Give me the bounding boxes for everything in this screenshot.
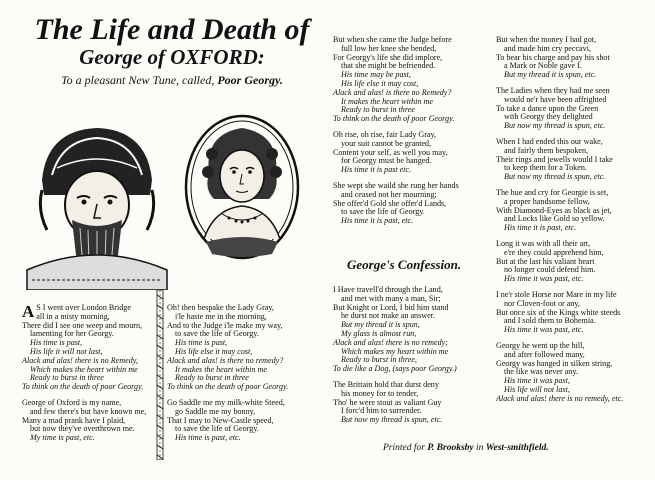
verse-line: But my thread it is spun, etc. [504, 70, 597, 80]
verse-line: nor Cloven-foot or any, [504, 298, 580, 308]
tune-name: Poor Georgy. [217, 73, 283, 87]
verse-line: and after followed many, [504, 349, 585, 359]
imprint-name: P. Brooksby [427, 443, 474, 453]
verse-line: Tho' he were stout as valiant Guy [333, 397, 442, 407]
verse-line: When I had ended this our wake, [496, 136, 603, 146]
verse-line: My time is past, etc. [30, 433, 95, 443]
verse-line: His life it will not last, [30, 346, 103, 356]
verse-line: His time is past, [175, 338, 228, 348]
verse-line: His time may be past, [341, 70, 411, 80]
verse-line: lamenting for her Georgy. [30, 329, 114, 339]
verse-line: Oh! then bespake the Lady Gray, [167, 303, 274, 312]
verse-line: His time is past, etc. [175, 433, 241, 443]
verse-line: Long it was with all their art, [496, 238, 591, 248]
title-line2: George of OXFORD: [79, 45, 265, 69]
title-line1: The Life and Death of [34, 13, 310, 46]
verse-line: His time it is past, etc. [341, 216, 414, 226]
verse-line: Alack and alas! there is no remedy; [333, 337, 448, 347]
verse-line: Go Saddle me my milk-white Steed, [167, 397, 285, 407]
verse-line: But my thread it is spun, [341, 320, 420, 330]
verse-line: His time it is past, etc. [504, 223, 577, 233]
verse-line: His time it was past, [504, 376, 570, 386]
verse-line: Georgy he went up the hill, [496, 340, 585, 350]
verse-line: your suit cannot be granted, [341, 138, 432, 148]
verse-line: His time it is past etc. [341, 165, 412, 175]
verse-line: to save the life of Georgy. [175, 329, 259, 339]
verse-line: His life else it may cost, [341, 78, 419, 88]
verse-line: It makes the heart within me [341, 96, 433, 106]
verse-line: But when she came the Judge before [333, 35, 452, 44]
verse-line: Ready to burst in three, [341, 355, 417, 365]
verse-line: Which makes my heart within me [341, 346, 449, 356]
verse-line: and fairly them bespoken, [504, 145, 589, 155]
verse-line: For Georgy's life she did implore, [333, 52, 443, 62]
verse-line: Alack and alas! is there no Remedy? [333, 87, 452, 97]
verse-line: e're they could apprehend him, [504, 247, 604, 257]
verse-line: A S I went over London Bridge [22, 302, 131, 321]
verse-line: to keep them for a Token. [504, 163, 587, 173]
verse-line: Georgy was hanged in silken string, [496, 358, 613, 368]
verse-line: and Locks like Gold so yellow. [504, 214, 605, 224]
verse-line: his money for to tender, [341, 388, 419, 398]
drop-cap: A [22, 302, 35, 321]
verse-column-4 [496, 36, 651, 403]
verse-line: a proper handsome fellow, [504, 196, 590, 206]
tune-prefix: To a pleasant New Tune, called, [61, 73, 218, 87]
verse-line: Ready to burst in three [175, 373, 249, 383]
verse-line: His time is past, [30, 338, 83, 348]
verse-line: Which makes the heart within me [30, 364, 138, 374]
verse-line: With Diamond-Eyes as black as jet, [496, 205, 612, 215]
imprint-mid: in [473, 443, 486, 453]
verse-line: Alack and alas! is there no remedy? [167, 355, 284, 365]
verse-line: that she might be befriended. [341, 61, 436, 71]
verse-line: But now my thread is spun, etc. [504, 121, 606, 131]
verse-line: but now they've overthrown me. [30, 424, 135, 434]
verse-line: Many a mad prank have I plaid, [22, 415, 126, 425]
verse-line: Ready to burst in three [341, 105, 415, 115]
imprint-prefix: Printed for [383, 443, 428, 453]
verse-line: and few there's but have known me, [30, 406, 147, 416]
verse-line: I forc'd him to surrender. [341, 406, 422, 416]
verse-line: She offer'd Gold she offer'd Lands, [333, 198, 447, 208]
verse-line: he durst not make an answer. [341, 311, 435, 321]
verse-line: and made him cry peccavi, [504, 43, 591, 53]
verse-line: full low her knee she bended, [341, 43, 437, 53]
verse-line: His time it was past, etc. [504, 274, 584, 284]
verse-line: the like was never any. [504, 367, 578, 377]
verse-line: To die like a Dog, (says poor Georgy.) [333, 364, 457, 374]
printer-imprint [383, 443, 549, 453]
tune-line [22, 72, 322, 88]
imprint-place: West-smithfield. [485, 443, 549, 453]
verse-line: His life will not last, [504, 384, 570, 394]
verse-line: But now my thread is spun, etc. [341, 415, 443, 425]
verse-line: a Mark or Noble gave I. [504, 61, 582, 71]
verse-line: That I may to New-Castle speed, [167, 415, 274, 425]
verse-line: Their rings and jewells would I take [496, 154, 613, 164]
verse-line: To think on the death of poor Georgy. [167, 382, 289, 392]
title-block [22, 14, 322, 88]
verse-line: Content your self, as well you may, [333, 147, 448, 157]
verse-line: to save the life of Georgy. [175, 424, 259, 434]
verse-line: and I sold them to Bohemia. [504, 316, 596, 326]
verse-line: The Ladies when they had me seen [496, 85, 610, 95]
verse-line: It makes the heart within me [175, 364, 267, 374]
verse-column-3-lower [333, 286, 493, 425]
verse-line: To think on the death of poor Georgy. [22, 382, 144, 392]
verse-column-1 [22, 304, 162, 443]
verse-line: I Have travell'd through the Land, [333, 285, 443, 294]
verse-line: But now my thread is spun, etc. [504, 172, 606, 182]
verse-column-2 [167, 304, 327, 443]
verse-line: But when the money I had got, [496, 35, 597, 44]
verse-line: no longer could defend him. [504, 265, 596, 275]
verse-line: Ready to burst in three [30, 373, 104, 383]
verse-line: would ne'r have been affrighted [504, 94, 607, 104]
verse-line: i'le haste me in the morning, [175, 311, 267, 321]
verse-line: And to the Judge i'le make my way, [167, 320, 283, 330]
verse-line: I ne'r stole Horse nor Mare in my life [496, 289, 617, 299]
verse-line: to save the life of Georgy. [341, 207, 425, 217]
verse-line: But once six of the Kings white steeds [496, 307, 621, 317]
verse-line: and ceased not her mourning; [341, 189, 437, 199]
verse-line: with Georgy they delighted [504, 112, 593, 122]
verse-line: for Georgy must be hanged. [341, 156, 432, 166]
verse-line: Alack and alas! there is no remedy, etc. [496, 393, 624, 403]
verse-line: To think on the death of poor Georgy. [333, 114, 455, 124]
verse-line: To bear his charge and pay his shot [496, 52, 610, 62]
verse-line: The hue and cry for Georgie is set, [496, 187, 609, 197]
section-heading: George's Confession. [347, 257, 462, 272]
verse-line: The Brittain hold that durst deny [333, 379, 439, 389]
verse-line: His life else it may cost, [175, 346, 253, 356]
woodcut-george-portrait [22, 120, 172, 290]
verse-line: His time it was past, etc. [504, 325, 584, 335]
woodcut-lady-oval [184, 114, 300, 260]
verse-column-3-upper [333, 36, 493, 226]
verse-line: Alack and alas! there is no Remedy, [22, 355, 138, 365]
verse-line: and met with many a man, Sir; [341, 293, 441, 303]
verse-line: go Saddle me my bonny, [175, 406, 256, 416]
verse-line: all in a misty morning, [36, 311, 110, 321]
verse-line: There did I see one weep and mourn, [22, 320, 143, 330]
verse-line: My glass is almost run, [341, 328, 417, 338]
verse-line: She wept she waild she rung her hands [333, 180, 459, 190]
verse-line: George of Oxford is my name, [22, 397, 122, 407]
verse-line: Oh rise, oh rise, fair Lady Gray, [333, 129, 437, 139]
verse-line: But at the last his valiant heart [496, 256, 595, 266]
verse-line: But Knight or Lord, I bid him stand [333, 302, 449, 312]
verse-line: To take a dance upon the Green [496, 103, 599, 113]
